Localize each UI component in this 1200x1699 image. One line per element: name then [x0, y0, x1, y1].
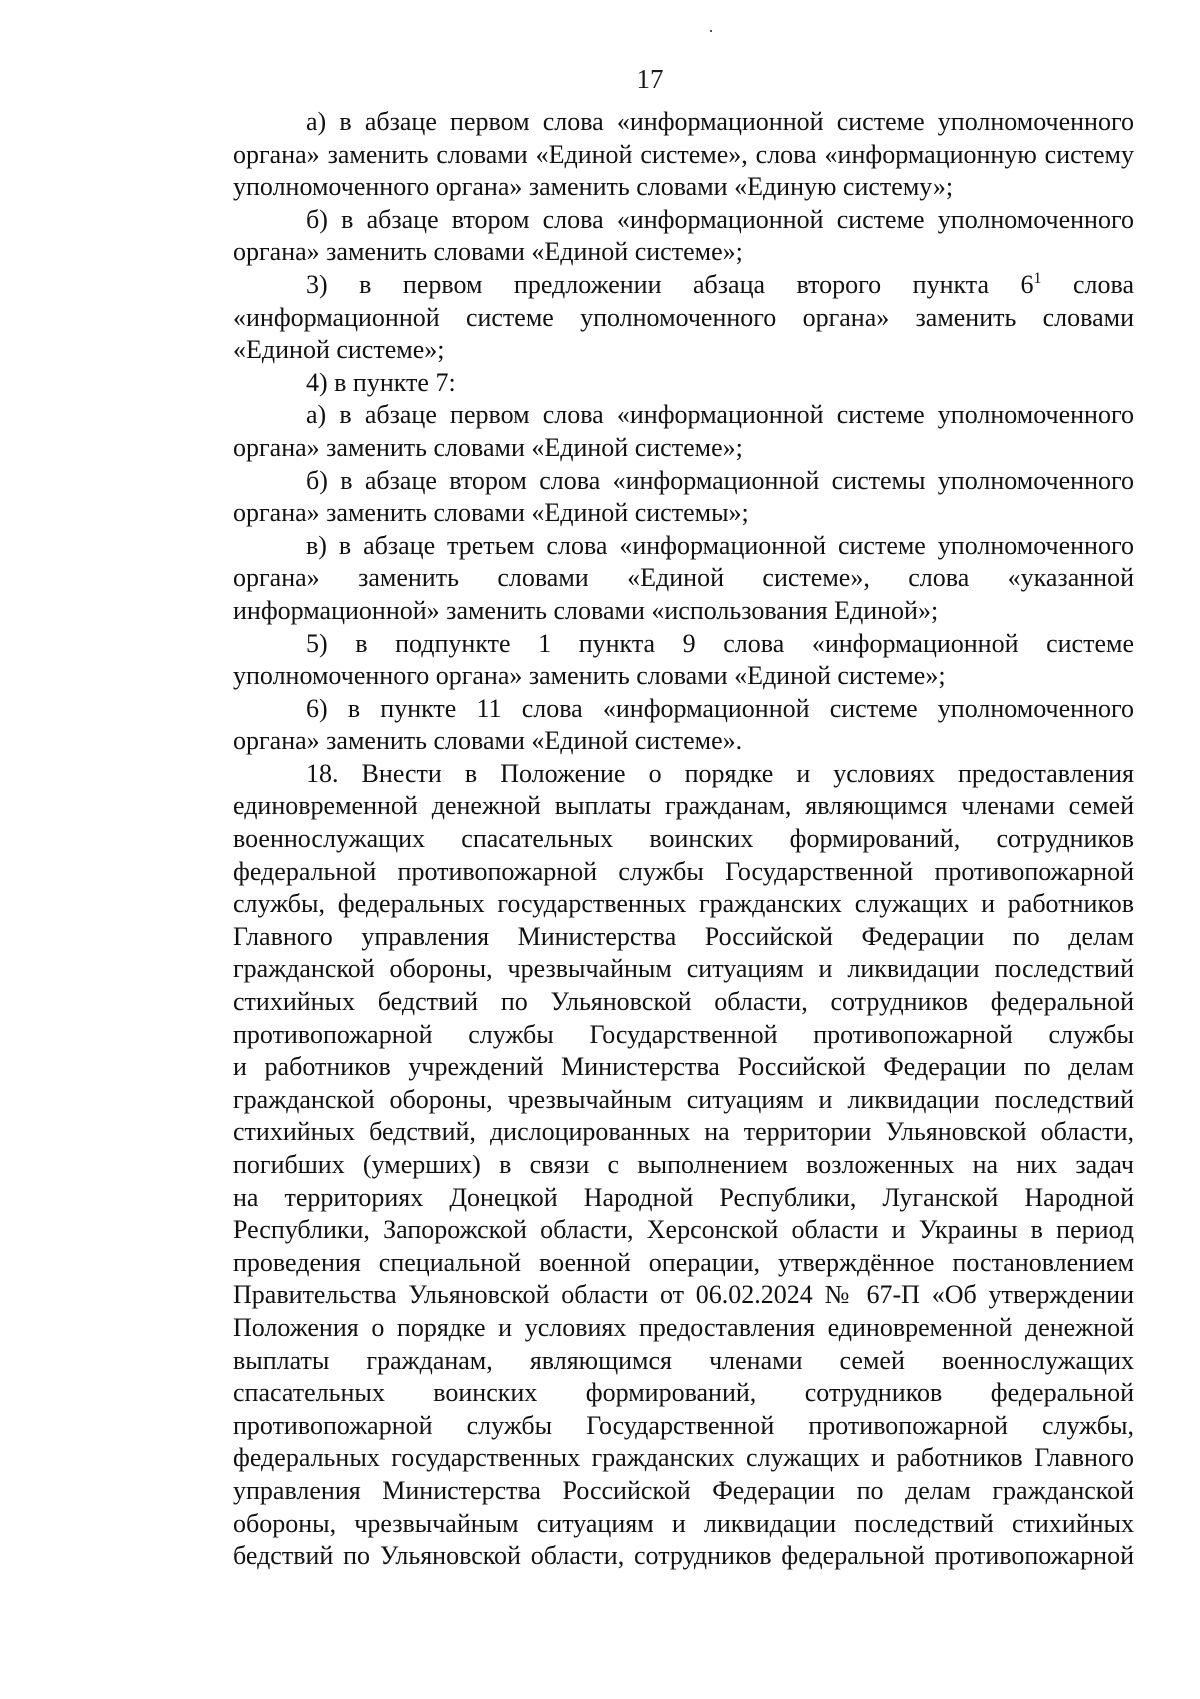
- text-line: выплаты гражданам, являющимся членами семей военнослужащих: [233, 1345, 1134, 1375]
- text-line: гражданской обороны, чрезвычайным ситуациям и ликвидации последствий: [233, 954, 1134, 984]
- text-line: Положения о порядке и условиях предоставления единовременной денежной: [233, 1312, 1134, 1342]
- text-line: и работников учреждений Министерства Российской Федерации по делам: [233, 1052, 1134, 1082]
- text-line: органа» заменить словами «Единой системы»;: [233, 498, 749, 528]
- text-line: федеральных государственных гражданских служащих и работников Главного: [233, 1443, 1134, 1473]
- text-line: органа» заменить словами «Единой системе», слова «информационную систему: [233, 139, 1134, 169]
- text-line: противопожарной службы Государственной противопожарной службы: [233, 1019, 1134, 1049]
- text-line: стихийных бедствий по Ульяновской области, сотрудников федеральной: [233, 987, 1134, 1017]
- page-number: 17: [636, 64, 664, 94]
- text-line: обороны, чрезвычайным ситуациям и ликвидации последствий стихийных: [233, 1508, 1134, 1538]
- item-4-a: [160, 399, 1134, 464]
- text-line: 18. Внести в Положение о порядке и условиях предоставления: [306, 758, 1134, 788]
- text-line: органа» заменить словами «Единой системе», слова «указанной: [233, 563, 1134, 593]
- text-line: спасательных воинских формирований, сотрудников федеральной: [233, 1378, 1134, 1408]
- text-line: б) в абзаце втором слова «информационной системе уполномоченного: [306, 204, 1134, 234]
- text-line: уполномоченного органа» заменить словами «Единой системе»;: [233, 661, 946, 691]
- text-line: органа» заменить словами «Единой системе»;: [233, 432, 743, 462]
- item-5: [160, 628, 1134, 693]
- text-line: органа» заменить словами «Единой системе».: [233, 726, 743, 756]
- text-line: «информационной системе уполномоченного органа» заменить словами: [233, 302, 1134, 332]
- text-line: уполномоченного органа» заменить словами «Единую систему»;: [233, 172, 954, 202]
- text-line: органа» заменить словами «Единой системе»;: [233, 237, 743, 267]
- text-line: 6) в пункте 11 слова «информационной системе уполномоченного: [306, 693, 1134, 723]
- text-line: 4) в пункте 7:: [306, 367, 456, 397]
- text-line: на территориях Донецкой Народной Республики, Луганской Народной: [233, 1182, 1134, 1212]
- text-line-with-superscript: [160, 269, 1134, 302]
- document-body: [160, 106, 1134, 1573]
- text-line: информационной» заменить словами «использования Единой»;: [233, 595, 939, 625]
- scan-speck: [710, 30, 712, 32]
- text-line: Главного управления Министерства Российской Федерации по делам: [233, 921, 1134, 951]
- paragraph-b-first: [160, 204, 1134, 269]
- text-line: проведения специальной военной операции, утверждённое постановлением: [233, 1247, 1134, 1277]
- text-line: а) в абзаце первом слова «информационной системе уполномоченного: [306, 107, 1134, 136]
- item-6: [160, 693, 1134, 758]
- text-fragment: 3) в первом предложении абзаца второго пункта 6: [306, 269, 1034, 299]
- item-3: [160, 269, 1134, 367]
- text-line: противопожарной службы Государственной противопожарной службы,: [233, 1410, 1134, 1440]
- text-line: бедствий по Ульяновской области, сотрудников федеральной противопожарной: [233, 1541, 1134, 1571]
- text-line: б) в абзаце втором слова «информационной системы уполномоченного: [306, 465, 1134, 495]
- text-line: погибших (умерших) в связи с выполнением возложенных на них задач: [233, 1150, 1134, 1179]
- text-line: Правительства Ульяновской области от 06.02.2024 № 67-П «Об утверждении: [233, 1280, 1134, 1310]
- text-line: управления Министерства Российской Федерации по делам гражданской: [233, 1475, 1134, 1505]
- text-line: гражданской обороны, чрезвычайным ситуациям и ликвидации последствий: [233, 1084, 1134, 1114]
- text-line: стихийных бедствий, дислоцированных на территории Ульяновской области,: [233, 1117, 1134, 1147]
- text-line: службы, федеральных государственных гражданских служащих и работников: [233, 889, 1134, 919]
- text-line: единовременной денежной выплаты гражданам, являющимся членами семей: [233, 791, 1134, 821]
- text-line: «Единой системе»;: [233, 335, 445, 365]
- text-line: Республики, Запорожской области, Херсонской области и Украины в период: [233, 1215, 1134, 1245]
- text-line: военнослужащих спасательных воинских формирований, сотрудников: [233, 824, 1134, 854]
- text-fragment: слова: [1073, 269, 1134, 299]
- item-4-v: [160, 530, 1134, 628]
- item-4: [160, 367, 1134, 400]
- text-line: федеральной противопожарной службы Государственной противопожарной: [233, 856, 1134, 886]
- item-4-b: [160, 465, 1134, 530]
- item-18: [160, 758, 1134, 1573]
- paragraph-a-first: [160, 106, 1134, 204]
- superscript: 1: [1033, 269, 1042, 287]
- text-line: 5) в подпункте 1 пункта 9 слова «информационной системе: [306, 628, 1134, 658]
- text-line: в) в абзаце третьем слова «информационной системе уполномоченного: [306, 530, 1134, 560]
- text-line: а) в абзаце первом слова «информационной системе уполномоченного: [306, 400, 1134, 430]
